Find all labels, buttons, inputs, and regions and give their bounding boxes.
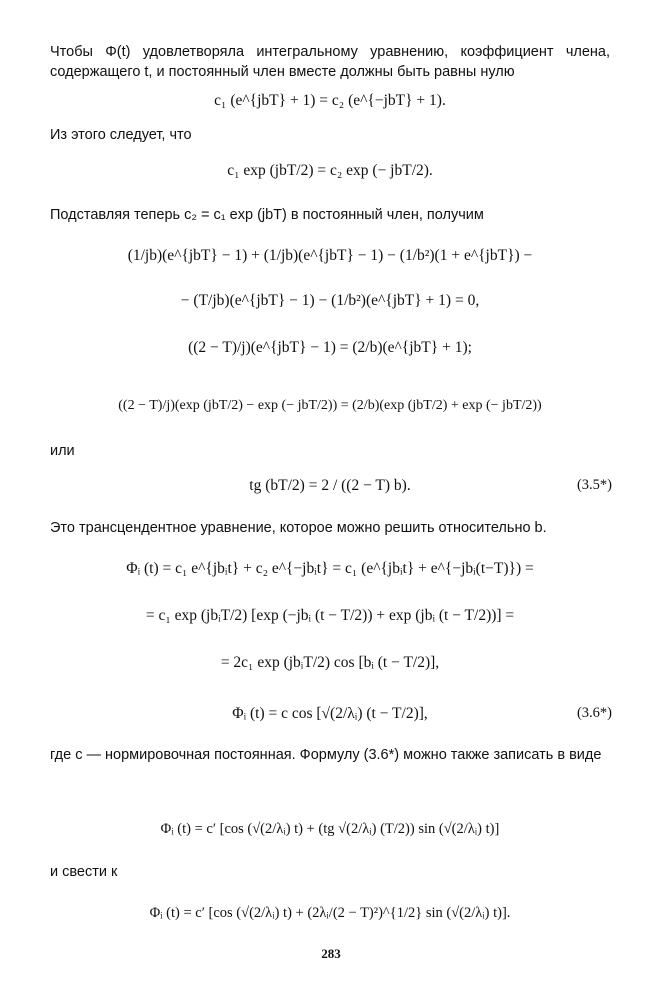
equation-number-3-6: (3.6*) [576, 705, 612, 721]
page-number: 283 [321, 946, 341, 961]
paragraph-7: и свести к [50, 864, 118, 880]
equation-5: ((2 − T)/j)(e^{jbT} − 1) = (2/b)(e^{jbT} + 1); [188, 339, 472, 356]
equation-1: c₁ (e^{jbT} + 1) = c₂ (e^{−jbT} + 1). [214, 92, 446, 109]
equation-13: Φᵢ (t) = c′ [cos (√(2/λᵢ) t) + (2λᵢ/(2 − T)²)^{1/2} sin (√(2/λᵢ) t)]. [149, 905, 511, 921]
paragraph-5: Это трансцендентное уравнение, которое можно решить относительно b. [50, 520, 547, 536]
equation-12: Φᵢ (t) = c′ [cos (√(2/λᵢ) t) + (tg √(2/λᵢ) (T/2)) sin (√(2/λᵢ) t)] [160, 821, 500, 837]
paragraph-4: или [50, 443, 75, 459]
paragraph-3: Подставляя теперь c₂ = c₁ exp (jbT) в постоянный член, получим [50, 207, 484, 223]
equation-8: Φᵢ (t) = c₁ e^{jbᵢt} + c₂ e^{−jbᵢt} = c₁ (e^{jbᵢt} + e^{−jbᵢ(t−T)}) = [126, 560, 534, 577]
equation-4: − (T/jb)(e^{jbT} − 1) − (1/b²)(e^{jbT} + 1) = 0, [180, 292, 480, 309]
equation-number-3-5: (3.5*) [576, 477, 612, 493]
equation-10: = 2c₁ exp (jbᵢT/2) cos [bᵢ (t − T/2)], [220, 654, 440, 671]
equation-3: (1/jb)(e^{jbT} − 1) + (1/jb)(e^{jbT} − 1) − (1/b²)(1 + e^{jbT}) − [127, 247, 533, 264]
equation-6: ((2 − T)/j)(exp (jbT/2) − exp (− jbT/2)) = (2/b)(exp (jbT/2) + exp (− jbT/2)) [118, 398, 542, 413]
equation-9: = c₁ exp (jbᵢT/2) [exp (−jbᵢ (t − T/2)) + exp (jbᵢ (t − T/2))] = [145, 607, 515, 624]
equation-11: Φᵢ (t) = c cos [√(2/λᵢ) (t − T/2)], [232, 705, 428, 722]
equation-7: tg (bT/2) = 2 / ((2 − T) b). [249, 477, 411, 494]
paragraph-6: где c — нормировочная постоянная. Формулу (3.6*) можно также записать в виде [50, 747, 602, 763]
paragraph-1: Чтобы Φ(t) удовлетворяла интегральному уравнению, коэффициент члена, содержащего t, и постоянный член вместе должны быть равны нулю [50, 44, 610, 80]
equation-2: c₁ exp (jbT/2) = c₂ exp (− jbT/2). [227, 162, 433, 179]
paragraph-2: Из этого следует, что [50, 127, 192, 143]
